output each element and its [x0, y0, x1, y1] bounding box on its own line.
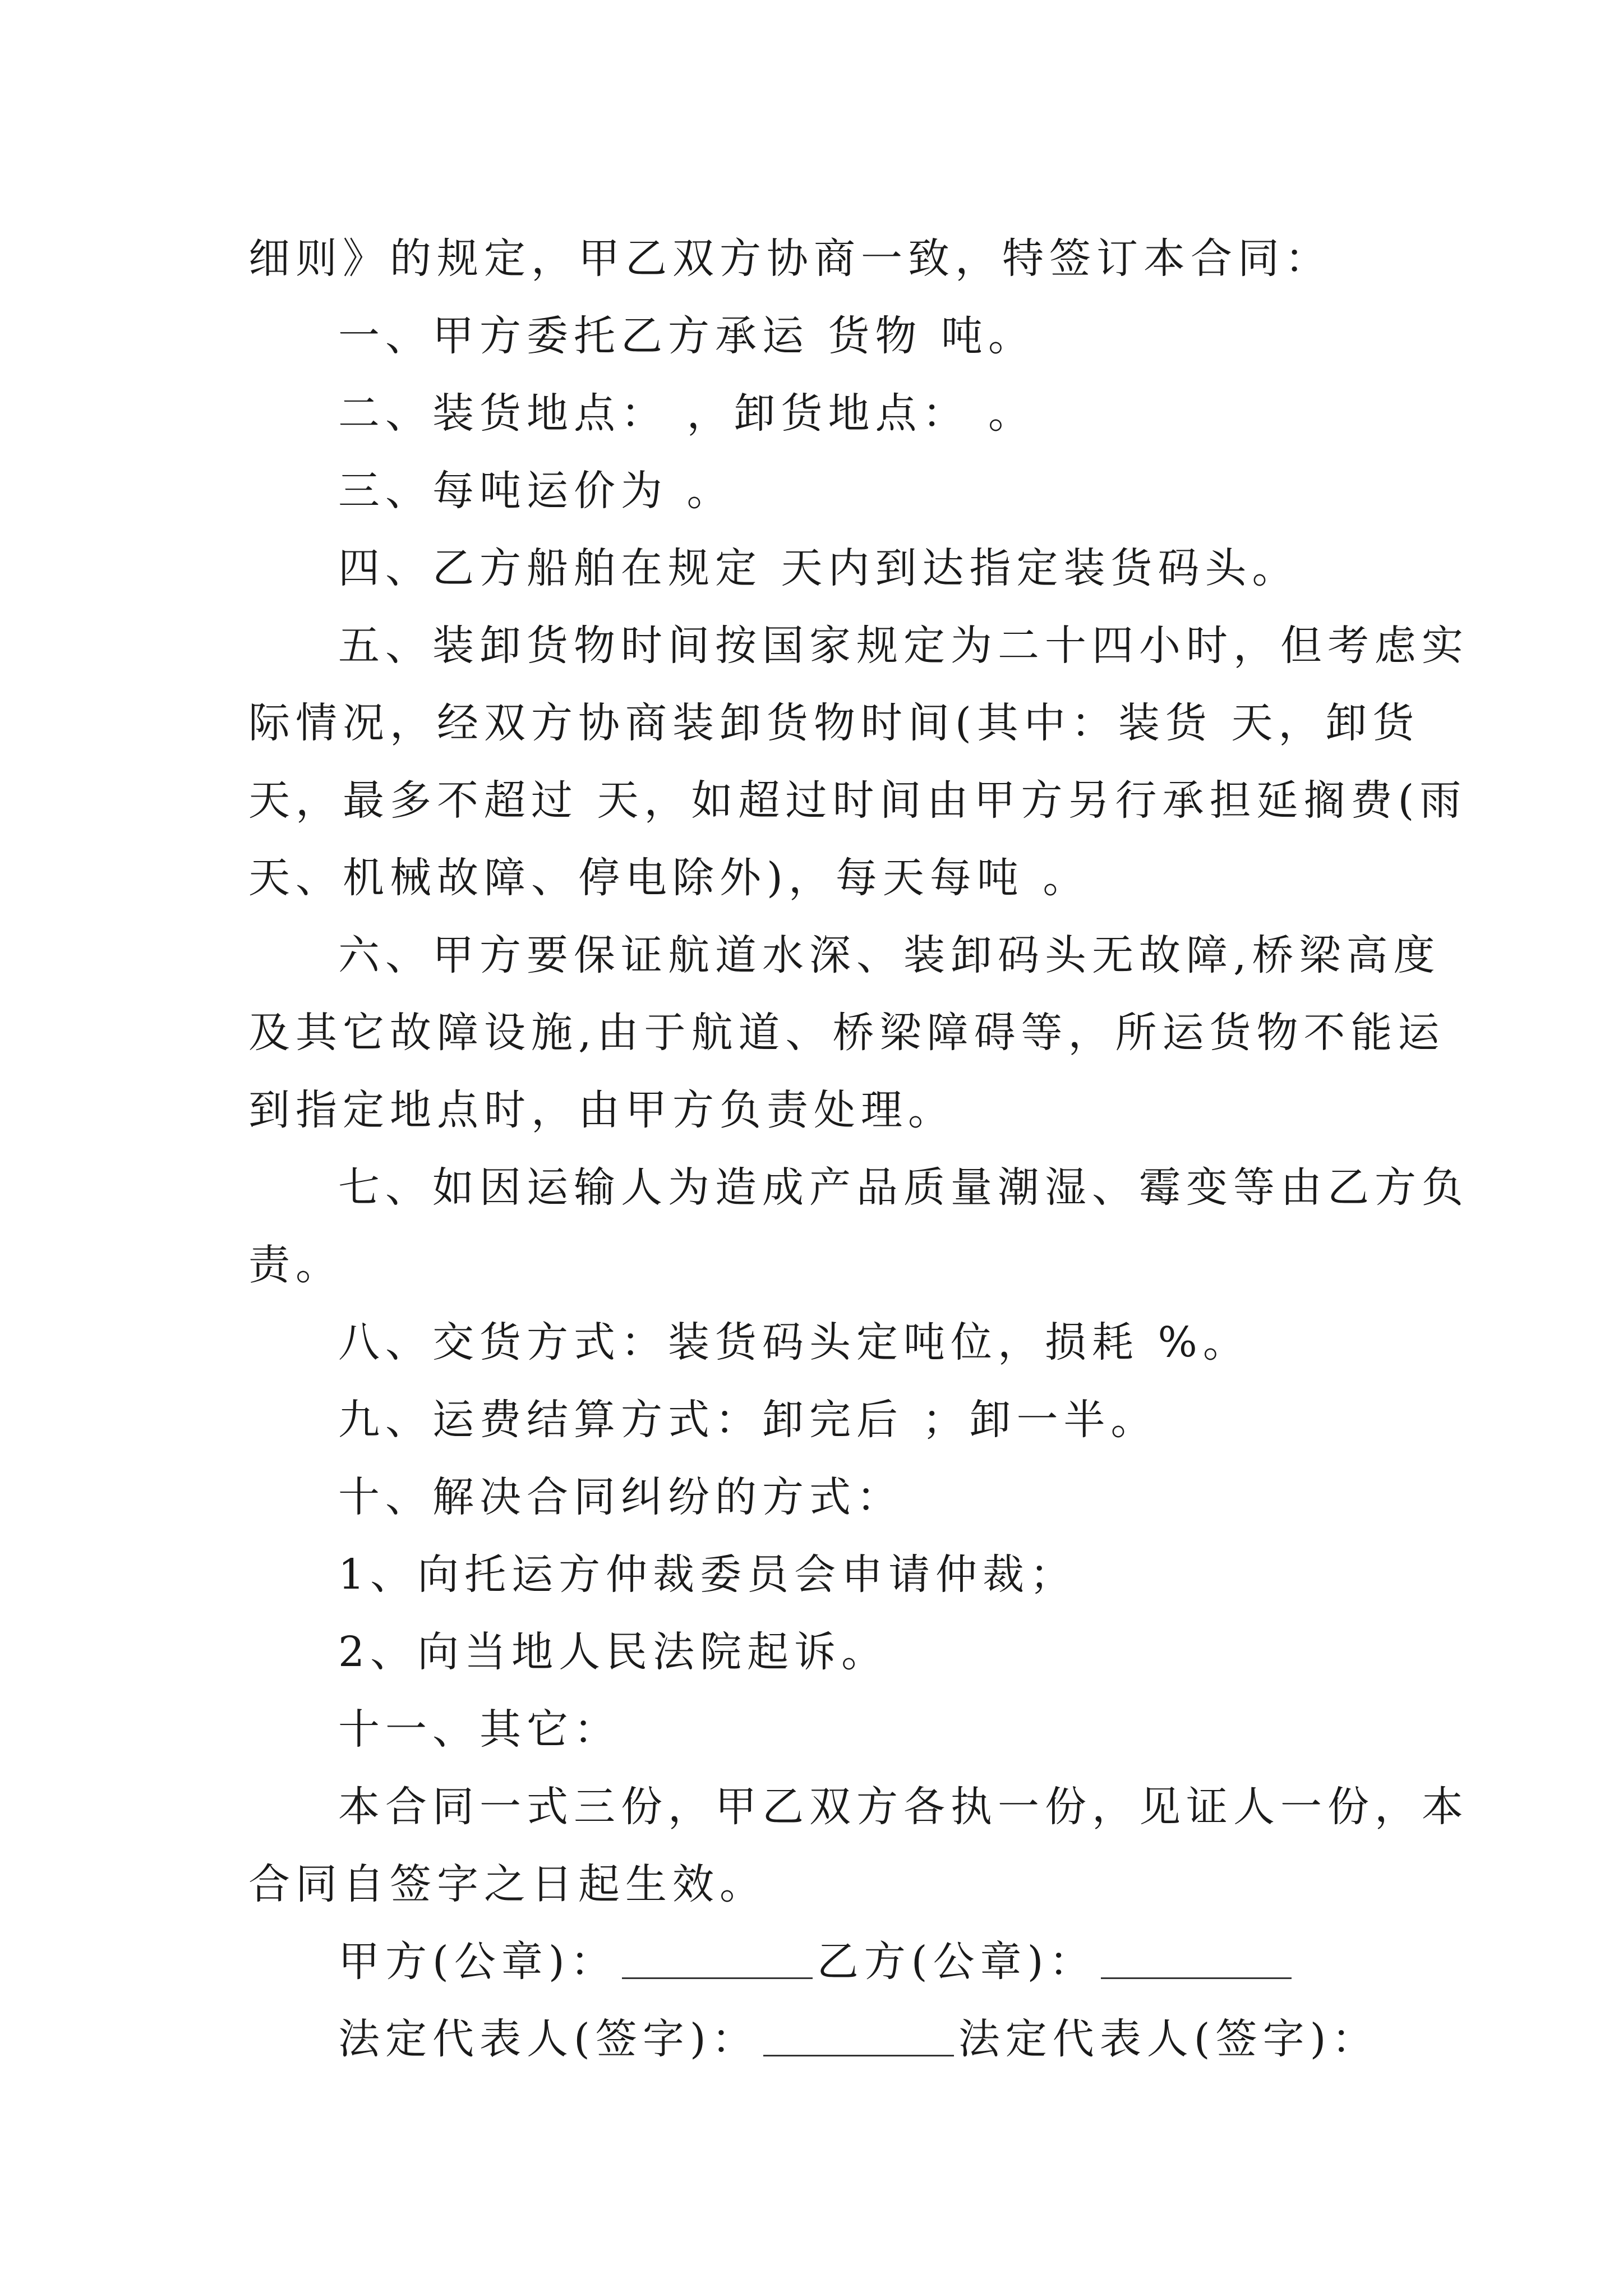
text-line: 十、解决合同纠纷的方式：	[338, 1473, 903, 1521]
text-line: 本合同一式三份，甲乙双方各执一份，见证人一份，本	[338, 1783, 1469, 1831]
text-line: 七、如因运输人为造成产品质量潮湿、霉变等由乙方负	[338, 1163, 1469, 1212]
text-line: 二、装货地点： ，卸货地点： 。	[338, 389, 1036, 438]
text-line: 责。	[248, 1241, 343, 1289]
rep-a-blank	[763, 2054, 954, 2056]
text-line: 三、每吨运价为 。	[338, 467, 734, 515]
text-line: 细则》的规定，甲乙双方协商一致，特签订本合同：	[248, 234, 1332, 283]
text-line: 到指定地点时，由甲方负责处理。	[248, 1086, 955, 1134]
rep-b-label: 法定代表人(签字)：	[958, 2015, 1379, 2063]
party-b-seal-blank	[1101, 1976, 1292, 1979]
text-line: 五、装卸货物时间按国家规定为二十四小时，但考虑实	[338, 622, 1469, 670]
party-b-seal-label: 乙方(公章)：	[817, 1938, 1096, 1986]
text-line: 四、乙方船舶在规定 天内到达指定装货码头。	[338, 544, 1299, 592]
text-line: 及其它故障设施,由于航道、桥梁障碍等，所运货物不能运	[248, 1009, 1445, 1057]
text-line: 一、甲方委托乙方承运 货物 吨。	[338, 312, 1036, 360]
text-line: 八、交货方式：装货码头定吨位，损耗 %。	[338, 1318, 1250, 1366]
text-line: 合同自签字之日起生效。	[248, 1860, 767, 1908]
document-page	[248, 220, 1469, 2078]
text-line: 际情况，经双方协商装卸货物时间(其中：装货 天，卸货	[248, 699, 1420, 747]
text-line: 天，最多不超过 天，如超过时间由甲方另行承担延搁费(雨	[248, 776, 1467, 825]
representative-row	[248, 2000, 1393, 2078]
text-line: 六、甲方要保证航道水深、装卸码头无故障,桥梁高度	[338, 931, 1441, 979]
seal-row	[248, 1923, 1393, 2000]
rep-a-label: 法定代表人(签字)：	[338, 2015, 759, 2063]
text-line: 天、机械故障、停电除外)，每天每吨 。	[248, 854, 1090, 902]
text-line: 九、运费结算方式：卸完后 ；卸一半。	[338, 1396, 1158, 1444]
text-line: 1、向托运方仲裁委员会申请仲裁；	[338, 1550, 1077, 1599]
party-a-seal-label: 甲方(公章)：	[338, 1938, 617, 1986]
party-a-seal-blank	[622, 1976, 813, 1979]
text-line: 2、向当地人民法院起诉。	[338, 1628, 889, 1676]
text-line: 十一、其它：	[338, 1705, 621, 1754]
